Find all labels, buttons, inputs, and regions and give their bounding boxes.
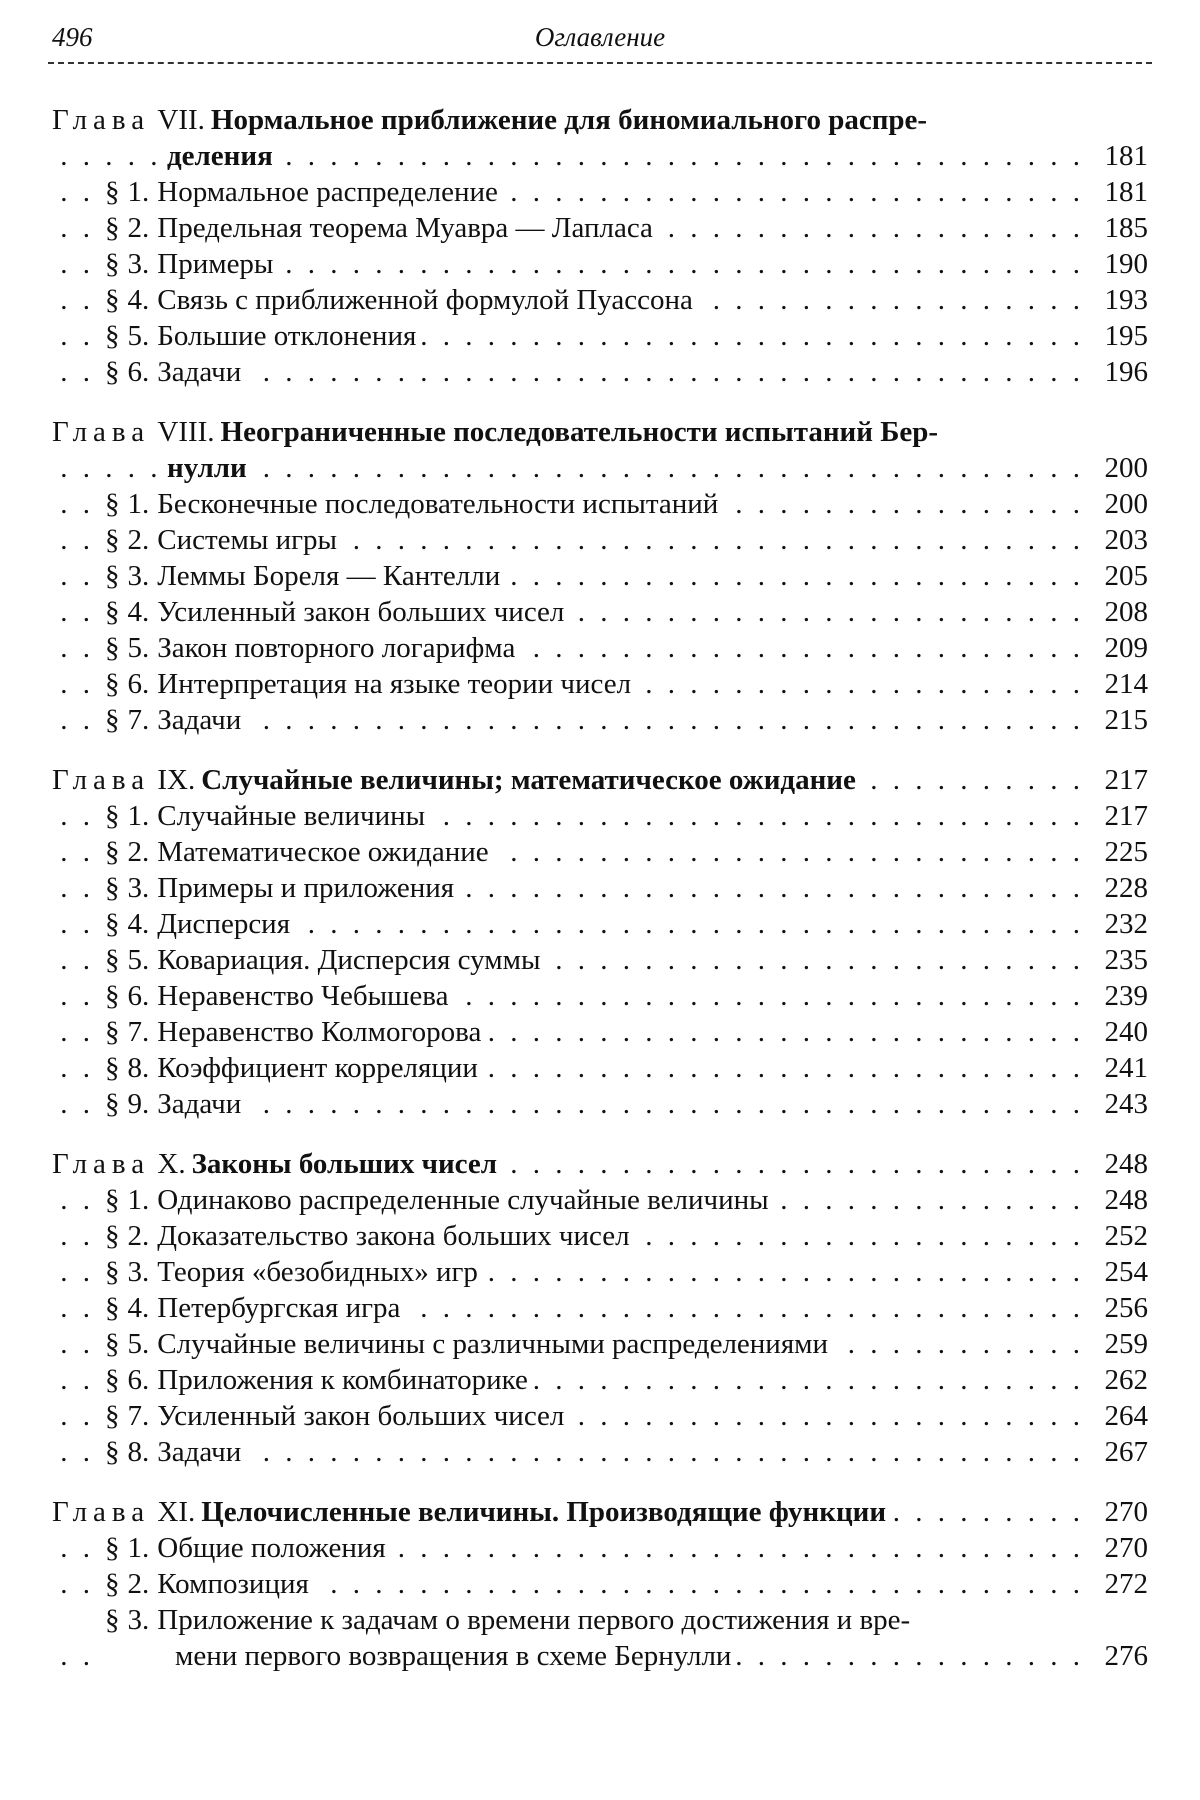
section-page-number: 232 [1090, 906, 1148, 942]
section-symbol: § [105, 944, 120, 976]
section-title: Примеры [157, 248, 273, 280]
toc-section-entry [52, 174, 1148, 210]
running-header [48, 14, 1152, 70]
section-page-number: 262 [1090, 1362, 1148, 1398]
section-text [105, 356, 247, 388]
section-symbol: § [105, 632, 120, 664]
section-number: 1. [128, 1184, 150, 1216]
section-number: 5. [128, 632, 150, 664]
section-number: 1. [128, 1532, 150, 1564]
section-number: 8. [128, 1436, 150, 1468]
chapter-prefix: Глава [52, 1148, 150, 1180]
section-page-number: 196 [1090, 354, 1148, 390]
section-symbol: § [105, 488, 120, 520]
section-page-number: 276 [1090, 1638, 1148, 1674]
toc-chapter [52, 1494, 1148, 1674]
chapter-prefix: Глава [52, 764, 150, 796]
chapter-page-number: 270 [1090, 1494, 1148, 1530]
section-symbol: § [105, 320, 120, 352]
section-text [105, 1292, 406, 1324]
toc-section-entry [52, 282, 1148, 318]
section-number: 3. [128, 560, 150, 592]
section-page-number: 215 [1090, 702, 1148, 738]
chapter-number: VIII. [157, 416, 214, 448]
section-page-number: 256 [1090, 1290, 1148, 1326]
section-title: Ковариация. Дисперсия суммы [157, 944, 540, 976]
section-symbol: § [105, 524, 120, 556]
section-title: Композиция [157, 1568, 309, 1600]
section-symbol: § [105, 212, 120, 244]
section-title: Математическое ожидание [157, 836, 488, 868]
section-text [105, 1364, 534, 1396]
section-title: Задачи [157, 1436, 241, 1468]
toc-section-entry [52, 1182, 1148, 1218]
section-number: 4. [128, 596, 150, 628]
section-title: Нормальное распределение [157, 176, 498, 208]
section-number: 3. [128, 248, 150, 280]
section-page-number: 259 [1090, 1326, 1148, 1362]
toc-section-entry [52, 702, 1148, 738]
chapter-heading-text [52, 1496, 892, 1528]
table-of-contents [52, 96, 1148, 1674]
section-number: 2. [128, 1568, 150, 1600]
section-symbol: § [105, 1328, 120, 1360]
section-symbol: § [105, 1052, 120, 1084]
chapter-prefix: Глава [52, 1496, 150, 1528]
toc-section-entry [52, 210, 1148, 246]
section-number: 3. [128, 1604, 150, 1636]
toc-chapter [52, 414, 1148, 738]
section-number: 2. [128, 212, 150, 244]
toc-section-entry [52, 1398, 1148, 1434]
book-page [0, 0, 1200, 1800]
section-title-continuation [105, 1640, 737, 1672]
section-title: Усиленный закон больших чисел [157, 596, 564, 628]
section-page-number: 185 [1090, 210, 1148, 246]
toc-section-entry [52, 906, 1148, 942]
section-title: Задачи [157, 356, 241, 388]
section-text [105, 872, 460, 904]
section-text [105, 596, 570, 628]
section-title: Задачи [157, 1088, 241, 1120]
toc-section-entry [52, 1254, 1148, 1290]
toc-section-entry [52, 594, 1148, 630]
section-text [105, 704, 247, 736]
section-title: Коэффициент корреляции [157, 1052, 478, 1084]
section-title: Доказательство закона больших чисел [157, 1220, 629, 1252]
section-symbol: § [105, 836, 120, 868]
section-title: Приложения к комбинаторике [157, 1364, 528, 1396]
chapter-heading-line [52, 1494, 1148, 1530]
section-text [105, 1532, 392, 1564]
section-symbol: § [105, 1184, 120, 1216]
section-symbol: § [105, 284, 120, 316]
section-symbol: § [105, 908, 120, 940]
section-symbol: § [105, 1436, 120, 1468]
toc-section-entry [52, 318, 1148, 354]
section-symbol: § [105, 980, 120, 1012]
toc-section-continuation [52, 1638, 1148, 1674]
toc-section-entry [52, 1434, 1148, 1470]
section-title: Большие отклонения [157, 320, 416, 352]
section-page-number: 181 [1090, 174, 1148, 210]
toc-section-entry [52, 1014, 1148, 1050]
section-symbol: § [105, 704, 120, 736]
section-page-number: 217 [1090, 798, 1148, 834]
section-number: 1. [128, 488, 150, 520]
section-text [105, 836, 495, 868]
chapter-title: Нормальное приближение для биномиального распре- [211, 104, 927, 136]
section-title: Неравенство Чебышева [157, 980, 448, 1012]
page-number: 496 [52, 22, 93, 53]
toc-section-entry [52, 246, 1148, 282]
section-page-number: 200 [1090, 486, 1148, 522]
chapter-title: Целочисленные величины. Производящие функции [201, 1496, 886, 1528]
chapter-page-number: 248 [1090, 1146, 1148, 1182]
chapter-page-number: 217 [1090, 762, 1148, 798]
section-page-number: 214 [1090, 666, 1148, 702]
toc-section-entry [52, 1086, 1148, 1122]
section-symbol: § [105, 872, 120, 904]
section-number: 7. [128, 1016, 150, 1048]
section-page-number: 264 [1090, 1398, 1148, 1434]
section-title: Случайные величины [157, 800, 425, 832]
section-number: 2. [128, 524, 150, 556]
section-page-number: 205 [1090, 558, 1148, 594]
section-number: 7. [128, 1400, 150, 1432]
section-symbol: § [105, 248, 120, 280]
section-page-number: 241 [1090, 1050, 1148, 1086]
section-number: 1. [128, 176, 150, 208]
chapter-heading-line [52, 762, 1148, 798]
toc-section-entry [52, 798, 1148, 834]
chapter-heading-text [52, 764, 862, 796]
section-text [105, 1088, 247, 1120]
section-text [105, 176, 504, 208]
section-text [105, 632, 521, 664]
section-text [105, 980, 454, 1012]
running-title: Оглавление [48, 22, 1152, 53]
section-symbol: § [105, 1532, 120, 1564]
section-title: Бесконечные последовательности испытаний [157, 488, 718, 520]
toc-section-entry [52, 1566, 1148, 1602]
toc-section-entry [52, 1050, 1148, 1086]
section-page-number: 228 [1090, 870, 1148, 906]
toc-section-entry [52, 1326, 1148, 1362]
section-page-number: 240 [1090, 1014, 1148, 1050]
section-symbol: § [105, 668, 120, 700]
section-text [105, 908, 296, 940]
section-page-number: 209 [1090, 630, 1148, 666]
toc-section-entry [52, 1530, 1148, 1566]
section-text [105, 320, 422, 352]
section-page-number: 252 [1090, 1218, 1148, 1254]
section-title: Усиленный закон больших чисел [157, 1400, 564, 1432]
chapter-heading-continuation [52, 138, 1148, 174]
section-number: 6. [128, 1364, 150, 1396]
section-page-number: 190 [1090, 246, 1148, 282]
section-number: 5. [128, 320, 150, 352]
section-text [105, 524, 343, 556]
toc-section-entry [52, 1602, 1148, 1638]
section-number: 9. [128, 1088, 150, 1120]
toc-section-entry [52, 1218, 1148, 1254]
section-symbol: § [105, 1604, 120, 1636]
section-page-number: 195 [1090, 318, 1148, 354]
section-title: Закон повторного логарифма [157, 632, 515, 664]
section-title: Одинаково распределенные случайные величины [157, 1184, 768, 1216]
section-symbol: § [105, 800, 120, 832]
toc-chapter [52, 762, 1148, 1122]
section-title: Случайные величины с различными распределениями [157, 1328, 828, 1360]
section-page-number: 267 [1090, 1434, 1148, 1470]
section-number: 1. [128, 800, 150, 832]
section-number: 2. [128, 836, 150, 868]
section-number: 8. [128, 1052, 150, 1084]
section-title: Дисперсия [157, 908, 290, 940]
section-page-number: 254 [1090, 1254, 1148, 1290]
toc-section-entry [52, 942, 1148, 978]
chapter-number: IX. [157, 764, 195, 796]
section-title: Приложение к задачам о времени первого достижения и вре- [157, 1604, 910, 1636]
chapter-prefix: Глава [52, 416, 150, 448]
section-symbol: § [105, 1364, 120, 1396]
section-title: Леммы Бореля — Кантелли [157, 560, 500, 592]
section-page-number: 225 [1090, 834, 1148, 870]
section-text [105, 944, 546, 976]
section-text [105, 212, 659, 244]
section-number: 5. [128, 1328, 150, 1360]
section-symbol: § [105, 1256, 120, 1288]
chapter-heading-text [52, 416, 944, 448]
chapter-number: VII. [157, 104, 205, 136]
section-text [105, 1604, 916, 1636]
chapter-heading-line [52, 102, 1148, 138]
section-text [105, 1328, 834, 1360]
toc-section-entry [52, 870, 1148, 906]
section-page-number: 272 [1090, 1566, 1148, 1602]
section-text [105, 1568, 315, 1600]
chapter-heading-line [52, 1146, 1148, 1182]
section-number: 3. [128, 872, 150, 904]
section-title: Интерпретация на языке теории чисел [157, 668, 631, 700]
toc-section-entry [52, 558, 1148, 594]
toc-section-entry [52, 1290, 1148, 1326]
section-symbol: § [105, 560, 120, 592]
chapter-title: Случайные величины; математическое ожидание [201, 764, 856, 796]
section-number: 4. [128, 284, 150, 316]
section-symbol: § [105, 1220, 120, 1252]
section-text [105, 1256, 484, 1288]
chapter-heading-continuation [52, 450, 1148, 486]
section-symbol: § [105, 1568, 120, 1600]
section-symbol: § [105, 596, 120, 628]
section-page-number: 203 [1090, 522, 1148, 558]
chapter-heading-line [52, 414, 1148, 450]
section-title: Общие положения [157, 1532, 385, 1564]
toc-section-entry [52, 522, 1148, 558]
header-rule [48, 62, 1152, 64]
toc-chapter [52, 102, 1148, 390]
toc-section-entry [52, 354, 1148, 390]
section-title: Теория «безобидных» игр [157, 1256, 478, 1288]
chapter-number: XI. [157, 1496, 195, 1528]
section-number: 2. [128, 1220, 150, 1252]
section-symbol: § [105, 1088, 120, 1120]
section-page-number: 208 [1090, 594, 1148, 630]
section-text [105, 284, 699, 316]
section-number: 3. [128, 1256, 150, 1288]
section-text [105, 800, 431, 832]
section-number: 5. [128, 944, 150, 976]
section-title: Примеры и приложения [157, 872, 454, 904]
section-text [105, 1400, 570, 1432]
chapter-title-continuation: нулли [167, 452, 253, 484]
section-title: Задачи [157, 704, 241, 736]
chapter-title-continuation: деления [167, 140, 279, 172]
chapter-page-number: 181 [1090, 138, 1148, 174]
section-page-number: 235 [1090, 942, 1148, 978]
section-text [105, 488, 724, 520]
toc-section-entry [52, 486, 1148, 522]
chapter-title: Законы больших чисел [192, 1148, 497, 1180]
chapter-title: Неограниченные последовательности испытаний Бер- [221, 416, 939, 448]
chapter-prefix: Глава [52, 104, 150, 136]
section-text [105, 248, 279, 280]
section-text [105, 1016, 487, 1048]
section-text [105, 1184, 775, 1216]
section-symbol: § [105, 1400, 120, 1432]
chapter-heading-text [52, 104, 933, 136]
section-page-number: 239 [1090, 978, 1148, 1014]
chapter-number: X. [157, 1148, 185, 1180]
section-title-line2: мени первого возвращения в схеме Бернулли [175, 1640, 731, 1672]
section-title: Системы игры [157, 524, 337, 556]
toc-section-entry [52, 630, 1148, 666]
section-symbol: § [105, 176, 120, 208]
section-title: Петербургская игра [157, 1292, 400, 1324]
toc-section-entry [52, 978, 1148, 1014]
toc-section-entry [52, 1362, 1148, 1398]
section-text [105, 1052, 484, 1084]
section-symbol: § [105, 1292, 120, 1324]
section-page-number: 248 [1090, 1182, 1148, 1218]
section-title: Предельная теорема Муавра — Лапласа [157, 212, 653, 244]
section-page-number: 270 [1090, 1530, 1148, 1566]
section-title: Связь с приближенной формулой Пуассона [157, 284, 693, 316]
section-text [105, 1436, 247, 1468]
section-number: 6. [128, 668, 150, 700]
chapter-page-number: 200 [1090, 450, 1148, 486]
section-text [105, 1220, 636, 1252]
toc-section-entry [52, 666, 1148, 702]
section-text [105, 560, 506, 592]
toc-section-entry [52, 834, 1148, 870]
section-number: 4. [128, 1292, 150, 1324]
section-number: 4. [128, 908, 150, 940]
section-number: 7. [128, 704, 150, 736]
section-number: 6. [128, 980, 150, 1012]
section-number: 6. [128, 356, 150, 388]
chapter-heading-text [52, 1148, 503, 1180]
toc-chapter [52, 1146, 1148, 1470]
section-page-number: 193 [1090, 282, 1148, 318]
section-symbol: § [105, 1016, 120, 1048]
section-title: Неравенство Колмогорова [157, 1016, 481, 1048]
section-symbol: § [105, 356, 120, 388]
section-page-number: 243 [1090, 1086, 1148, 1122]
section-text [105, 668, 637, 700]
